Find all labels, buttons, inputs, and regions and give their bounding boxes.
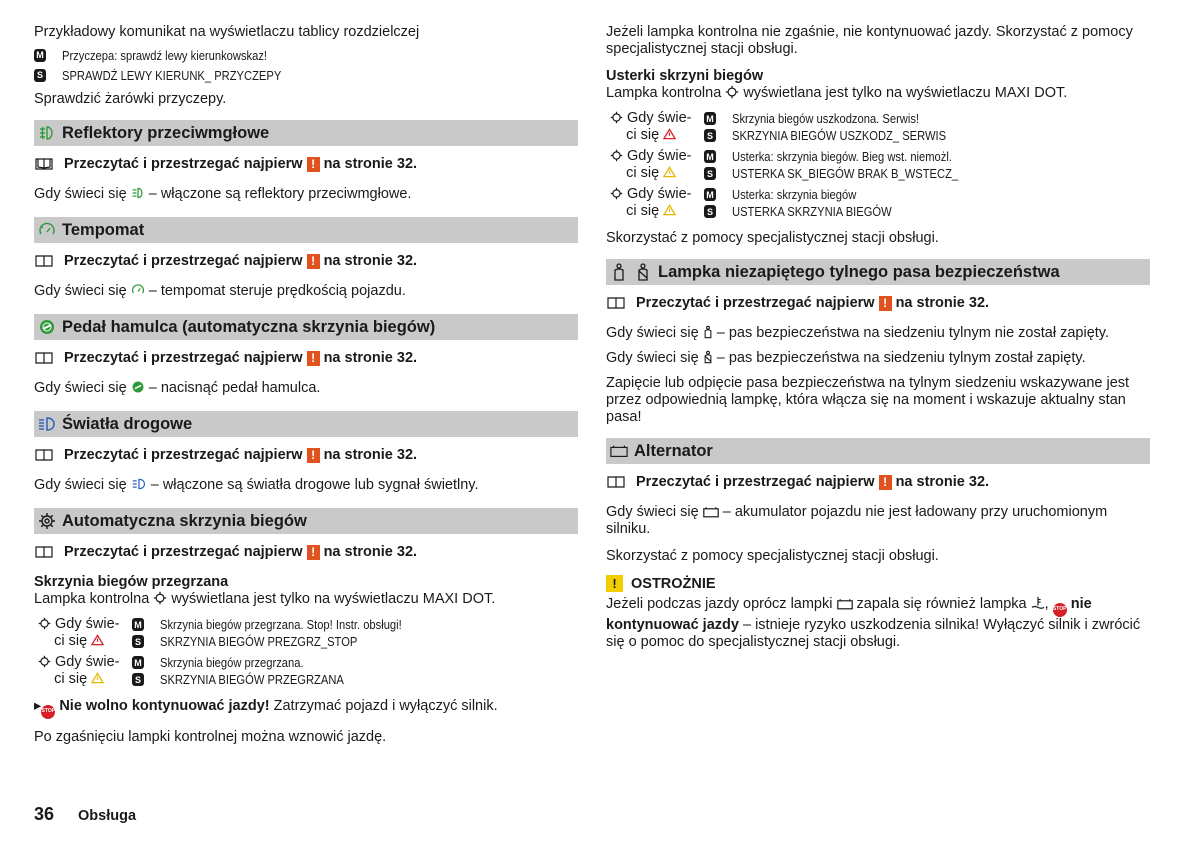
caution-heading: ! OSTROŻNIE <box>606 575 1150 592</box>
faults-after-text: Skorzystać z pomocy specjalistycznej stacji obsługi. <box>606 230 939 246</box>
read-first-line: Przeczytać i przestrzegać najpierw ! na stronie 32. <box>34 445 578 465</box>
warning-ref-icon: ! <box>307 254 320 269</box>
gearbox-icon <box>38 617 51 630</box>
stop-icon: STOP <box>1053 603 1067 617</box>
intro-title: Przykładowy komunikat na wyświetlaczu tablicy rozdzielczej <box>34 24 420 40</box>
warning-ref-icon: ! <box>307 351 320 366</box>
stop-instruction: ▸STOP Nie wolno kontynuować jazdy! Zatrzymać pojazd i wyłączyć silnik. <box>34 698 578 719</box>
battery-icon <box>703 506 719 518</box>
table-row-label: Gdy świe- ci się <box>606 110 704 144</box>
intro-s-msg: SPRAWDŹ LEWY KIERUNK_ PRZYCZEPY <box>62 67 282 83</box>
cruise-control-icon <box>131 283 145 297</box>
gearbox-icon <box>38 655 51 668</box>
gearbox-after-text: Po zgaśnięciu lampki kontrolnej można wznowić jazdę. <box>34 728 387 745</box>
gearbox-overheat-table: Gdy świe- ci się M Skrzynia biegów przegrzana. Stop! Instr. obsługi! S SKRZYNIA BIEGÓW PREZGRZ_STOP Gdy świe- ci się M Skrzynia biegów przegrzana. S SKRZYNIA BIEGÓW PRZEGRZANA <box>34 616 578 688</box>
section-cruise-control: Tempomat <box>34 217 578 243</box>
s-badge: S <box>704 167 716 180</box>
high-beam-icon <box>38 415 56 433</box>
intro-m-line <box>34 45 578 65</box>
book-icon <box>606 475 626 489</box>
left-column <box>34 24 578 746</box>
warning-ref-icon: ! <box>879 296 892 311</box>
page-number: 36 <box>34 804 55 824</box>
alternator-text-1: Gdy świeci się – akumulator pojazdu nie jest ładowany przy uruchomionym silniku. <box>606 504 1108 537</box>
section-automatic-gearbox: Automatyczna skrzynia biegów <box>34 508 578 534</box>
seat-belt-fastened-icon <box>703 350 713 364</box>
warning-ref-icon: ! <box>307 448 320 463</box>
table-row-label: Gdy świe- ci się <box>34 654 132 688</box>
table-row-label: Gdy świe- ci się <box>606 148 704 182</box>
warning-triangle-red-icon <box>663 128 676 140</box>
gearbox-icon <box>610 187 623 200</box>
alternator-text-2: Skorzystać z pomocy specjalistycznej stacji obsługi. <box>606 548 939 564</box>
battery-icon <box>610 442 628 460</box>
book-icon <box>34 157 54 171</box>
belt-text-1: Gdy świeci się – pas bezpieczeństwa na siedzeniu tylnym nie został zapięty. <box>606 325 1109 341</box>
s-badge: S <box>704 129 716 142</box>
section-high-beam: Światła drogowe <box>34 411 578 437</box>
gearbox-icon <box>610 111 623 124</box>
caution-icon: ! <box>606 575 623 592</box>
gearbox-icon <box>725 85 739 99</box>
seat-belt-fastened-icon <box>634 263 652 281</box>
section-title: Reflektory przeciwmgłowe <box>62 123 270 142</box>
battery-icon <box>837 598 853 610</box>
belt-text-2: Gdy świeci się – pas bezpieczeństwa na siedzeniu tylnym został zapięty. <box>606 350 1086 366</box>
caution-text: Jeżeli podczas jazdy oprócz lampki zapala się również lampka , STOP nie kontynuować jazdy – istnieje ryzyko uszkodzenia silnika! Wyłączyć silnik i zwrócić się o pomoc do specjalistycznej stacji obsługi. <box>606 596 1141 650</box>
brake-pedal-icon <box>38 318 56 336</box>
s-badge: S <box>704 205 716 218</box>
m-badge: M <box>704 112 716 125</box>
warning-triangle-yellow-icon <box>91 672 104 684</box>
read-first-line: Przeczytać i przestrzegać najpierw ! na stronie 32. <box>34 348 578 368</box>
book-icon <box>34 448 54 462</box>
brake-text: Gdy świeci się – nacisnąć pedał hamulca. <box>34 380 321 396</box>
book-icon <box>34 545 54 559</box>
gearbox-icon <box>610 149 623 162</box>
brake-pedal-icon <box>131 380 145 394</box>
warning-triangle-yellow-icon <box>663 166 676 178</box>
m-badge: M <box>34 49 46 62</box>
warning-ref-icon: ! <box>879 475 892 490</box>
m-badge: M <box>704 188 716 201</box>
fog-light-icon <box>131 186 145 200</box>
warning-triangle-red-icon <box>91 634 104 646</box>
cruise-text: Gdy świeci się – tempomat steruje prędkością pojazdu. <box>34 283 406 299</box>
book-icon <box>606 296 626 310</box>
section-brake-pedal: Pedał hamulca (automatyczna skrzynia biegów) <box>34 314 578 340</box>
m-badge: M <box>132 618 144 631</box>
warning-ref-icon: ! <box>307 545 320 560</box>
intro-m-msg: Przyczepa: sprawdź lewy kierunkowskaz! <box>62 47 268 63</box>
gearbox-faults-title: Usterki skrzyni biegów <box>606 68 764 84</box>
cruise-control-icon <box>38 221 56 239</box>
coolant-temperature-icon <box>1031 596 1045 610</box>
m-badge: M <box>704 150 716 163</box>
seat-belt-unfastened-icon <box>703 325 713 339</box>
belt-text-3: Zapięcie lub odpięcie pasa bezpieczeństwa na tylnym siedzeniu wskazywane jest przez odpowiednią lampkę, która włącza się na moment i wskazuje aktualny stan pasa! <box>606 375 1130 425</box>
top-text: Jeżeli lampka kontrolna nie zgaśnie, nie kontynuować jazdy. Skorzystać z pomocy specjalistycznej stacji obsługi. <box>606 24 1133 57</box>
gearbox-overheat-text: Lampka kontrolna wyświetlana jest tylko na wyświetlaczu MAXI DOT. <box>34 591 496 607</box>
gearbox-overheat-title: Skrzynia biegów przegrzana <box>34 574 229 590</box>
m-badge: M <box>132 656 144 669</box>
right-column <box>606 24 1150 651</box>
s-badge: S <box>132 635 144 648</box>
page-footer <box>34 804 136 825</box>
section-alternator: Alternator <box>606 438 1150 464</box>
gearbox-faults-table: Gdy świe- ci się M Skrzynia biegów uszkodzona. Serwis! S SKRZYNIA BIEGÓW USZKODZ_ SERWIS Gdy świe- ci się M Usterka: skrzynia biegów. Bieg wst. niemożl. S USTERKA SK_BIEGÓW BRAK B_WSTECZ_ Gdy świe- ci się M Usterka: skrzynia biegów S USTERKA SKRZYNIA BIEGÓW <box>606 110 1150 220</box>
high-beam-icon <box>131 477 147 491</box>
book-icon <box>34 254 54 268</box>
read-first-line: Przeczytać i przestrzegać najpierw ! na stronie 32. <box>606 293 1150 313</box>
seat-belt-unfastened-icon <box>610 263 628 281</box>
fog-light-icon <box>38 124 56 142</box>
gearbox-icon <box>153 591 167 605</box>
table-row-label: Gdy świe- ci się <box>34 616 132 650</box>
read-first-line: Przeczytać i przestrzegać najpierw ! na stronie 32. <box>34 154 578 174</box>
read-first-line: Przeczytać i przestrzegać najpierw ! na stronie 32. <box>606 472 1150 492</box>
fog-text: Gdy świeci się – włączone są reflektory przeciwmgłowe. <box>34 186 412 202</box>
stop-icon: STOP <box>41 705 55 719</box>
table-row-label: Gdy świe- ci się <box>606 186 704 220</box>
warning-triangle-yellow-icon <box>663 204 676 216</box>
warning-ref-icon: ! <box>307 157 320 172</box>
beam-text: Gdy świeci się – włączone są światła drogowe lub sygnał świetlny. <box>34 477 479 493</box>
intro-s-line <box>34 65 578 85</box>
s-badge: S <box>34 69 46 82</box>
gearbox-icon <box>38 512 56 530</box>
read-first-line: Przeczytać i przestrzegać najpierw ! na stronie 32. <box>34 251 578 271</box>
page-section-label: Obsługa <box>78 808 137 824</box>
intro-note: Sprawdzić żarówki przyczepy. <box>34 91 227 107</box>
section-fog-lights <box>34 120 578 146</box>
section-rear-seat-belt: Lampka niezapiętego tylnego pasa bezpieczeństwa <box>606 259 1150 285</box>
gearbox-faults-text: Lampka kontrolna wyświetlana jest tylko na wyświetlaczu MAXI DOT. <box>606 85 1068 101</box>
read-first-line: Przeczytać i przestrzegać najpierw ! na stronie 32. <box>34 542 578 562</box>
s-badge: S <box>132 673 144 686</box>
book-icon <box>34 351 54 365</box>
